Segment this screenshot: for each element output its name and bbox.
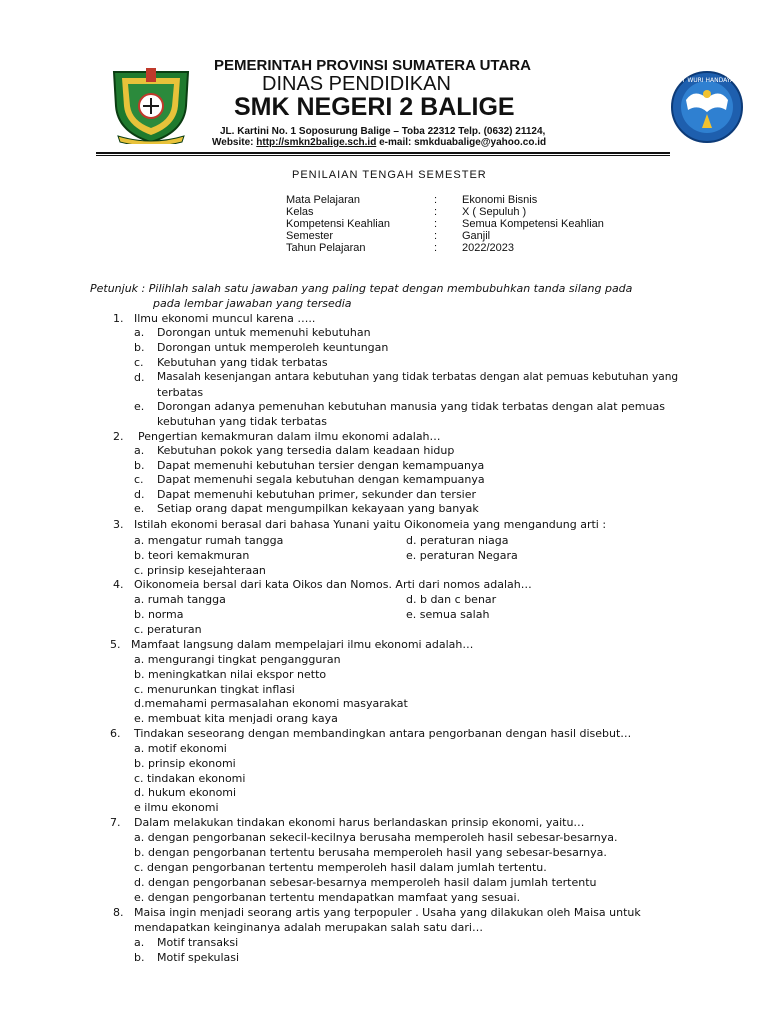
option-text: Dapat memenuhi segala kebutuhan dengan kemampuanya bbox=[157, 473, 485, 486]
email-text: smkduabalige@yahoo.co.id bbox=[414, 137, 547, 148]
option-letter: a. bbox=[134, 444, 145, 457]
option-text: Dapat memenuhi kebutuhan primer, sekunder dan tersier bbox=[157, 488, 477, 501]
option-text: e. membuat kita menjadi orang kaya bbox=[134, 712, 338, 725]
question-text: Pengertian kemakmuran dalam ilmu ekonomi adalah… bbox=[138, 430, 441, 443]
tut-wuri-handayani-icon bbox=[664, 70, 750, 144]
question-text: Istilah ekonomi berasal dari bahasa Yunani yaitu Oikonomeia yang mengandung arti : bbox=[134, 518, 607, 531]
option-text: d.memahami permasalahan ekonomi masyarakat bbox=[134, 697, 408, 710]
instruction-line1: Petunjuk : Pilihlah salah satu jawaban yang paling tepat dengan membubuhkan tanda silang pada bbox=[90, 282, 633, 295]
option-text: d. b dan c benar bbox=[406, 593, 497, 606]
question-number: 4. bbox=[113, 578, 124, 591]
header-school-name: SMK NEGERI 2 BALIGE bbox=[234, 93, 515, 121]
option-text: e. dengan pengorbanan tertentu mendapatkan mamfaat yang sesuai. bbox=[134, 891, 521, 904]
option-text: Dorongan adanya pemenuhan kebutuhan manusia yang tidak terbatas dengan alat pemuas bbox=[157, 400, 665, 413]
email-label: e-mail: bbox=[379, 137, 412, 148]
info-value: 2022/2023 bbox=[462, 242, 514, 254]
question-number: 3. bbox=[113, 518, 124, 531]
option-letter: d. bbox=[134, 488, 145, 501]
option-text: a. mengurangi tingkat pengangguran bbox=[134, 653, 341, 666]
option-text: a. mengatur rumah tangga bbox=[134, 534, 284, 547]
option-text-cont: terbatas bbox=[157, 386, 204, 399]
option-text: Motif transaksi bbox=[157, 936, 239, 949]
info-value: Ganjil bbox=[462, 230, 491, 242]
exam-title: PENILAIAN TENGAH SEMESTER bbox=[292, 169, 487, 181]
option-text: d. dengan pengorbanan sebesar-besarnya memperoleh hasil dalam jumlah tertentu bbox=[134, 876, 597, 889]
option-text: Motif spekulasi bbox=[157, 951, 240, 964]
option-text: b. prinsip ekonomi bbox=[134, 757, 236, 770]
option-text: Masalah kesenjangan antara kebutuhan yang tidak terbatas dengan alat pemuas kebutuhan yang bbox=[157, 371, 679, 383]
header-government: PEMERINTAH PROVINSI SUMATERA UTARA bbox=[214, 57, 531, 74]
info-sep: : bbox=[434, 218, 438, 230]
website-link[interactable]: http://smkn2balige.sch.id bbox=[256, 137, 377, 148]
option-text: Dorongan untuk memperoleh keuntungan bbox=[157, 341, 389, 354]
header-rule-thick bbox=[96, 152, 670, 154]
option-letter: b. bbox=[134, 341, 145, 354]
question-number: 7. bbox=[110, 816, 121, 829]
option-text: d. hukum ekonomi bbox=[134, 786, 237, 799]
option-text: c. prinsip kesejahteraan bbox=[134, 564, 266, 577]
header-address: JL. Kartini No. 1 Soposurung Balige – Toba 22312 Telp. (0632) 21124, bbox=[220, 126, 546, 137]
option-text: b. meningkatkan nilai ekspor netto bbox=[134, 668, 327, 681]
info-label: Kompetensi Keahlian bbox=[286, 218, 390, 230]
question-text: Maisa ingin menjadi seorang artis yang terpopuler . Usaha yang dilakukan oleh Maisa untuk bbox=[134, 906, 641, 919]
question-number: 1. bbox=[113, 312, 124, 325]
option-text: Dorongan untuk memenuhi kebutuhan bbox=[157, 326, 371, 339]
option-text: d. peraturan niaga bbox=[406, 534, 509, 547]
option-text: Kebutuhan pokok yang tersedia dalam keadaan hidup bbox=[157, 444, 455, 457]
info-value: Ekonomi Bisnis bbox=[462, 194, 538, 206]
option-text: b. norma bbox=[134, 608, 184, 621]
info-label: Kelas bbox=[286, 206, 314, 218]
option-text: a. dengan pengorbanan sekecil-kecilnya berusaha memperoleh hasil sebesar-besarnya. bbox=[134, 831, 618, 844]
question-number: 2. bbox=[113, 430, 124, 443]
info-sep: : bbox=[434, 194, 438, 206]
option-text: b. teori kemakmuran bbox=[134, 549, 250, 562]
info-sep: : bbox=[434, 206, 438, 218]
info-label: Tahun Pelajaran bbox=[286, 242, 366, 254]
option-letter: a. bbox=[134, 326, 145, 339]
option-text: c. menurunkan tingkat inflasi bbox=[134, 683, 295, 696]
website-label: Website: bbox=[212, 137, 254, 148]
option-text: Kebutuhan yang tidak terbatas bbox=[157, 356, 328, 369]
question-number: 8. bbox=[113, 906, 124, 919]
option-text: c. peraturan bbox=[134, 623, 202, 636]
option-letter: c. bbox=[134, 356, 144, 369]
question-number: 5. bbox=[110, 638, 121, 651]
info-value: X ( Sepuluh ) bbox=[462, 206, 527, 218]
info-value: Semua Kompetensi Keahlian bbox=[462, 218, 604, 230]
option-text: c. tindakan ekonomi bbox=[134, 772, 246, 785]
logo-text: TUT WURI HANDAYANI bbox=[673, 77, 741, 84]
info-sep: : bbox=[434, 230, 438, 242]
option-letter: e. bbox=[134, 502, 145, 515]
info-sep: : bbox=[434, 242, 438, 254]
info-label: Mata Pelajaran bbox=[286, 194, 360, 206]
option-letter: c. bbox=[134, 473, 144, 486]
question-text-cont: mendapatkan keinginanya adalah merupakan salah satu dari… bbox=[134, 921, 483, 934]
option-text: c. dengan pengorbanan tertentu memperoleh hasil dalam jumlah tertentu. bbox=[134, 861, 547, 874]
option-text: e. peraturan Negara bbox=[406, 549, 518, 562]
option-text: b. dengan pengorbanan tertentu berusaha memperoleh hasil yang sebesar-besarnya. bbox=[134, 846, 607, 859]
option-text: Setiap orang dapat mengumpilkan kekayaan yang banyak bbox=[157, 502, 479, 515]
question-text: Ilmu ekonomi muncul karena ….. bbox=[134, 312, 316, 325]
info-label: Semester bbox=[286, 230, 334, 242]
question-text: Mamfaat langsung dalam mempelajari ilmu ekonomi adalah… bbox=[131, 638, 474, 651]
option-letter: b. bbox=[134, 459, 145, 472]
option-text: e ilmu ekonomi bbox=[134, 801, 219, 814]
option-text: a. motif ekonomi bbox=[134, 742, 227, 755]
question-text: Tindakan seseorang dengan membandingkan antara pengorbanan dengan hasil disebut… bbox=[134, 727, 632, 740]
sumatera-utara-emblem-icon bbox=[108, 66, 194, 144]
option-letter: e. bbox=[134, 400, 145, 413]
question-text: Oikonomeia bersal dari kata Oikos dan Nomos. Arti dari nomos adalah… bbox=[134, 578, 532, 591]
question-text: Dalam melakukan tindakan ekonomi harus berlandaskan prinsip ekonomi, yaitu… bbox=[134, 816, 585, 829]
option-letter: a. bbox=[134, 936, 145, 949]
header-rule-thin bbox=[96, 155, 670, 156]
question-number: 6. bbox=[110, 727, 121, 740]
option-text-cont: kebutuhan yang tidak terbatas bbox=[157, 415, 327, 428]
header-department: DINAS PENDIDIKAN bbox=[262, 73, 451, 95]
option-text: Dapat memenuhi kebutuhan tersier dengan kemampuanya bbox=[157, 459, 485, 472]
header-contact bbox=[212, 137, 546, 148]
option-letter: d. bbox=[134, 371, 145, 384]
instruction-line2: pada lembar jawaban yang tersedia bbox=[153, 297, 352, 310]
option-text: a. rumah tangga bbox=[134, 593, 226, 606]
option-text: e. semua salah bbox=[406, 608, 490, 621]
option-letter: b. bbox=[134, 951, 145, 964]
